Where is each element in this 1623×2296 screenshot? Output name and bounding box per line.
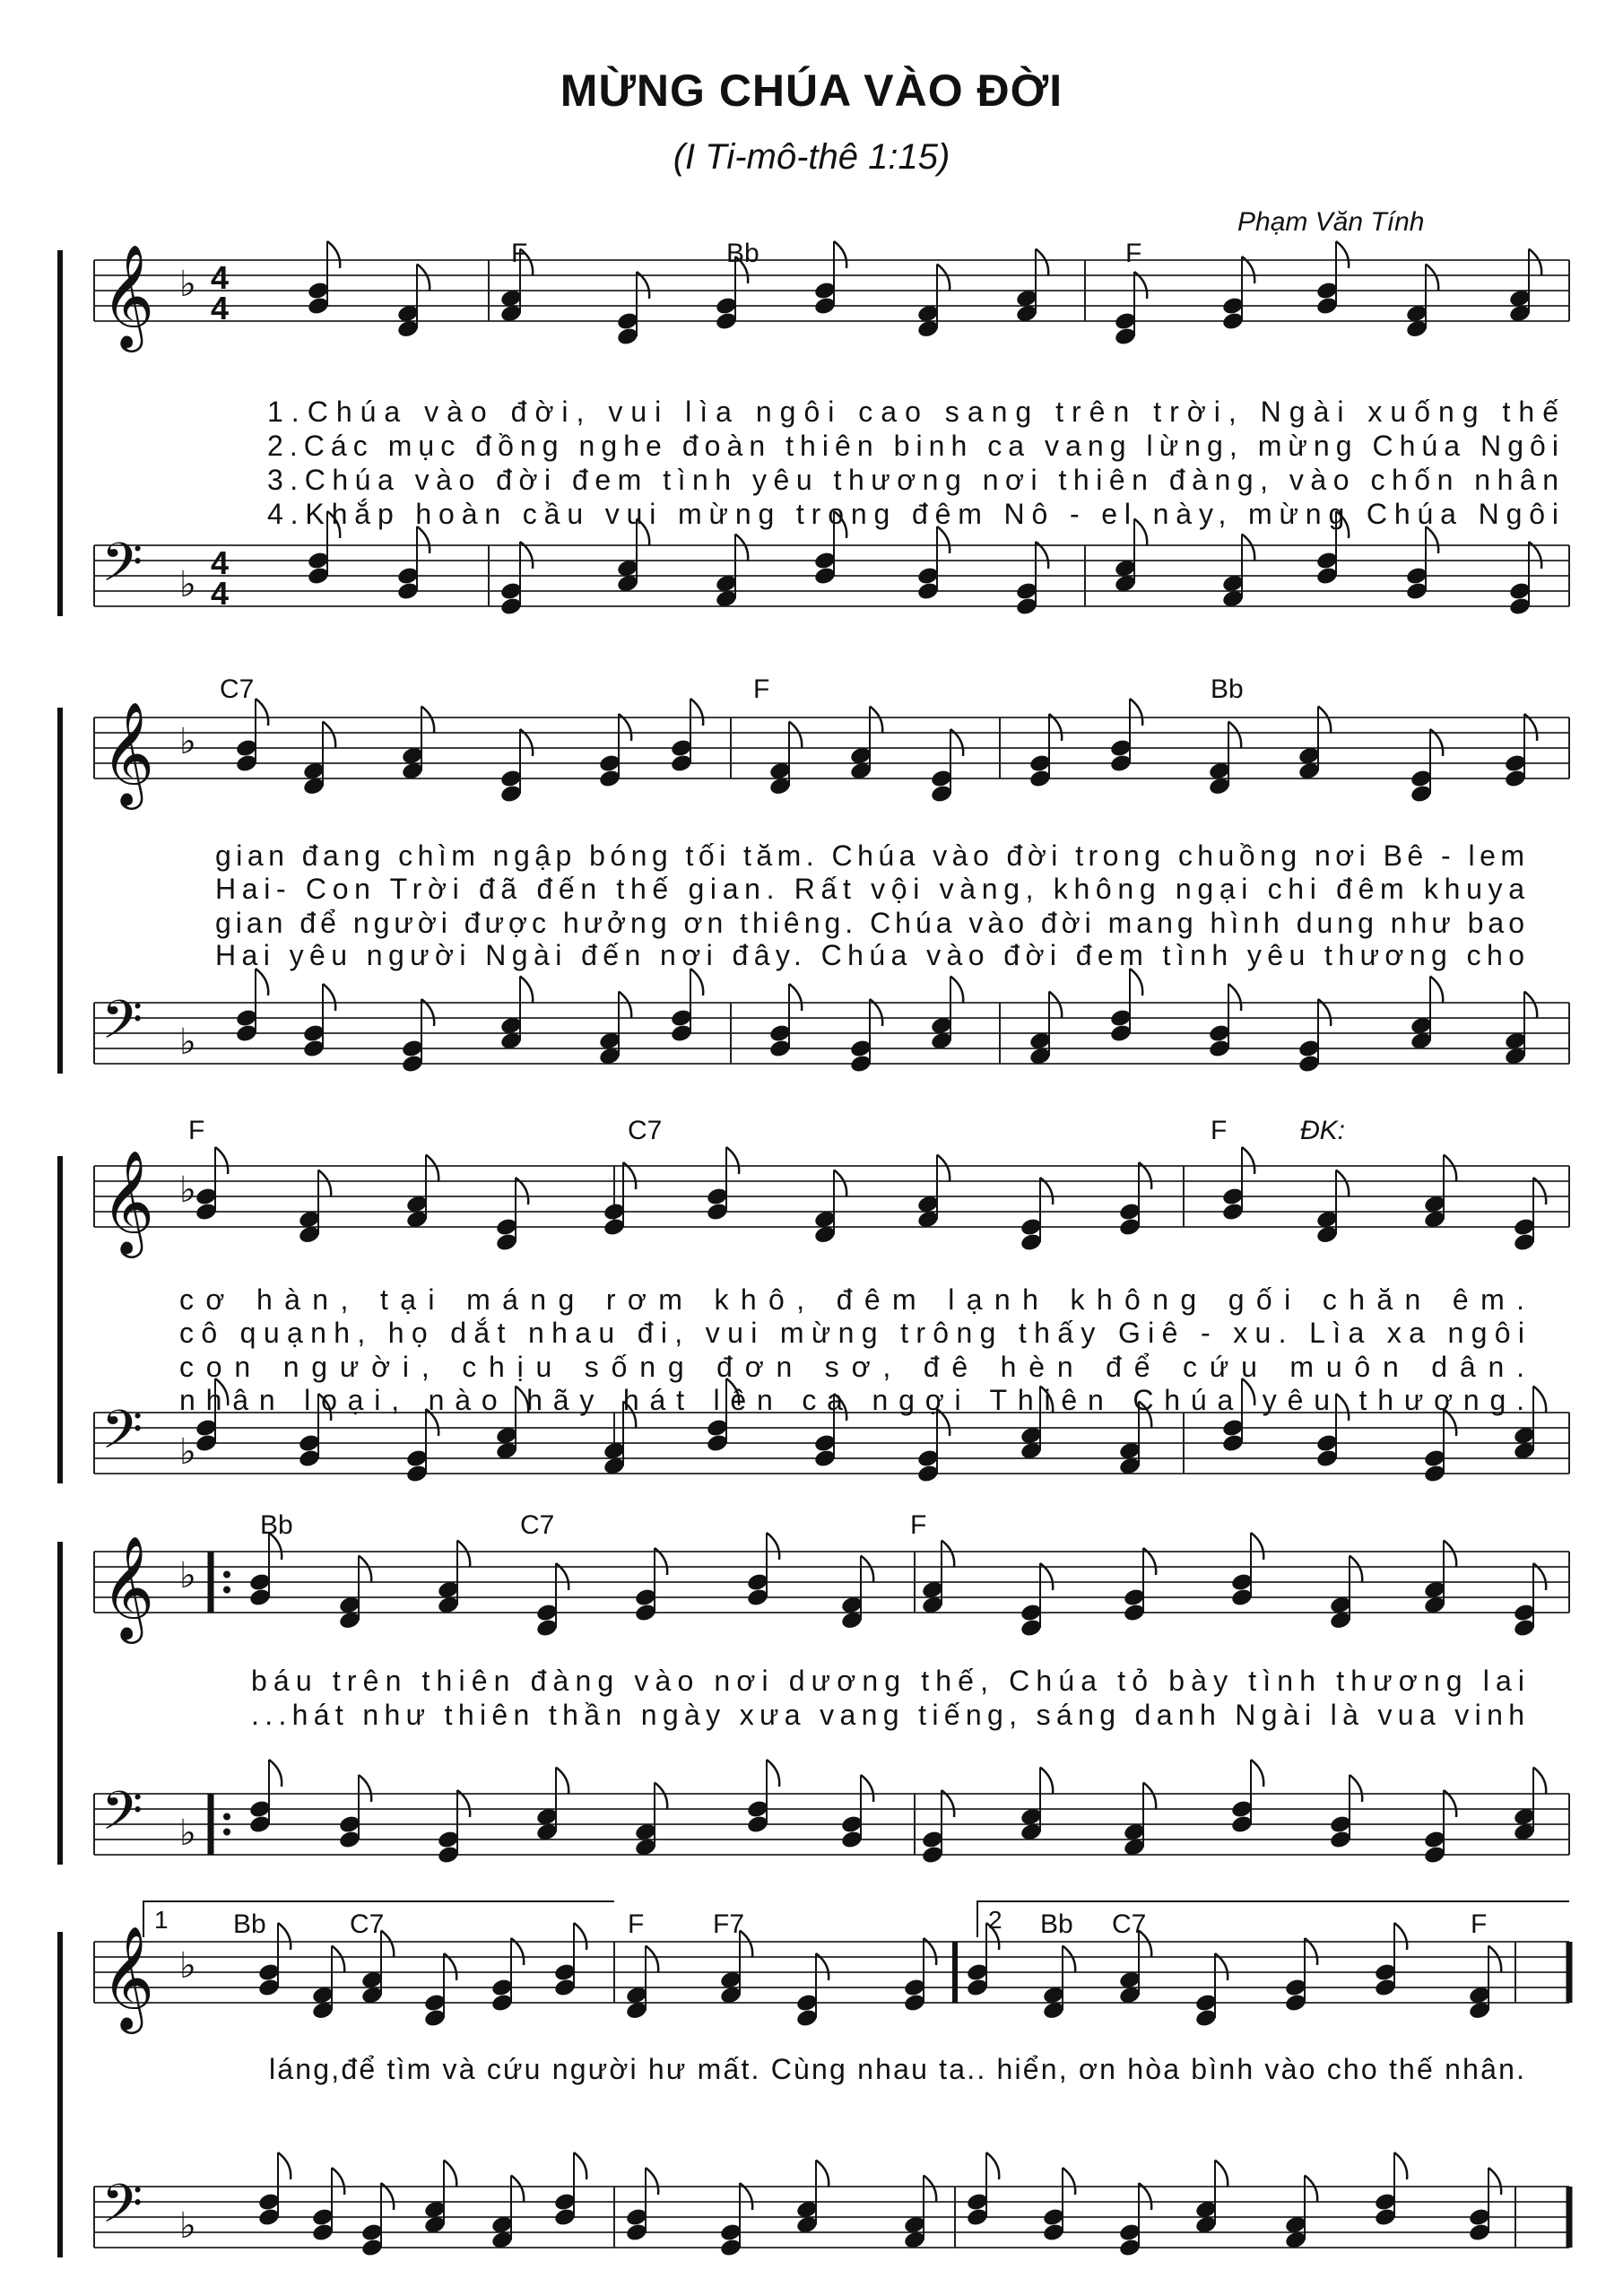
repeat-dot: [223, 1829, 230, 1836]
note-flag: [950, 977, 963, 1004]
note-flag: [359, 1775, 371, 1802]
chord-symbol: C7: [520, 1510, 555, 1540]
song-title: MỪNG CHÚA VÀO ĐỜI: [560, 65, 1063, 116]
bass-staff: [94, 2152, 1569, 2257]
lyric-line: Hai- Con Trời đã đến thế gian. Rất vội vàng, không ngại chi đêm khuya: [215, 873, 1524, 905]
note-flag: [646, 2168, 658, 2195]
song-subtitle: (I Ti-mô-thê 1:15): [673, 137, 950, 177]
note-flag: [1143, 1783, 1156, 1810]
repeat-dot: [223, 1813, 230, 1821]
note-flag: [417, 526, 430, 553]
note-flag: [1533, 1768, 1546, 1795]
note-flag: [937, 1155, 950, 1182]
treble-clef-icon: 𝄞: [101, 246, 155, 346]
note-flag: [1049, 992, 1062, 1019]
note-flag: [1444, 1541, 1456, 1568]
chord-symbol: Bb: [233, 1909, 266, 1939]
score-systems: [60, 239, 1569, 2257]
note-flag: [1488, 1946, 1501, 1973]
treble-clef-icon: 𝄞: [101, 1537, 155, 1638]
note-flag: [511, 2176, 524, 2203]
chord-symbol: F: [511, 239, 528, 268]
note-flag: [690, 699, 703, 726]
system-4: [60, 1510, 1569, 1865]
system-bracket: [60, 253, 63, 613]
note-flag: [870, 707, 882, 734]
note-flag: [655, 1783, 667, 1810]
flat-icon: ♭: [179, 2206, 196, 2246]
flat-icon: ♭: [179, 1946, 196, 1986]
chord-symbol: C7: [220, 674, 255, 704]
note-flag: [278, 1923, 291, 1950]
note-flag: [1305, 2176, 1317, 2203]
note-flag: [318, 1170, 331, 1197]
lyric-line: nhân loại, nào hãy hát lên ca ngợi Thiên Chúa yêu thương.: [179, 1384, 1525, 1416]
note-flag: [417, 265, 430, 291]
note-flag: [327, 241, 340, 268]
treble-staff: [94, 1923, 1569, 2034]
system-bracket: [60, 1935, 63, 2255]
note-flag: [1336, 241, 1349, 268]
bass-clef-icon: 𝄢: [101, 1401, 143, 1473]
note-flag: [1318, 707, 1331, 734]
note-flag: [323, 984, 335, 1011]
lyric-line: cô quạnh, họ dắt nhau đi, vui mừng trông thấy Giê - xu. Lìa xa ngôi: [179, 1317, 1524, 1349]
chord-symbol: F: [188, 1116, 205, 1145]
note-flag: [1336, 1170, 1349, 1197]
lyric-line: gian để người được hưởng ơn thiêng. Chúa vào đời mang hình dung như bao: [215, 907, 1524, 939]
note-flag: [332, 2168, 344, 2195]
bass-staff: [94, 969, 1569, 1074]
chord-symbol: Bb: [726, 239, 759, 268]
treble-staff: [94, 241, 1569, 352]
flat-icon: ♭: [179, 1556, 196, 1596]
treble-clef-icon: 𝄞: [101, 703, 155, 804]
note-flag: [1242, 1147, 1254, 1174]
flat-icon: ♭: [179, 1170, 196, 1210]
system-bracket: [60, 1544, 63, 1862]
note-flag: [1215, 2161, 1228, 2187]
note-flag: [256, 699, 268, 726]
note-flag: [1251, 1533, 1263, 1560]
lyric-line: 1.Chúa vào đời, vui lìa ngôi cao sang trên trời, Ngài xuống thế: [267, 396, 1558, 428]
flat-icon: ♭: [179, 1813, 196, 1853]
note-flag: [269, 1760, 282, 1787]
note-flag: [767, 1533, 779, 1560]
lyric-line: Hai yêu người Ngài đến nơi đây. Chúa vào đời đem tình yêu thương cho: [215, 939, 1524, 971]
bass-clef-icon: 𝄢: [101, 2175, 143, 2247]
bass-staff: [94, 1760, 1569, 1865]
note-flag: [937, 526, 950, 553]
note-flag: [1228, 722, 1241, 749]
note-flag: [834, 1170, 846, 1197]
lyric-line: 3.Chúa vào đời đem tình yêu thương nơi thiên đàng, vào chốn nhân: [267, 464, 1559, 496]
note-flag: [986, 2152, 999, 2179]
chord-symbol: C7: [350, 1909, 385, 1939]
chord-symbol: F: [753, 674, 770, 704]
system-2: [60, 674, 1569, 1074]
note-flag: [861, 1556, 873, 1583]
note-flag: [574, 2152, 586, 2179]
lyric-line: ...hát như thiên thần ngày xưa vang tiếng, sáng danh Ngài là vua vinh: [251, 1699, 1524, 1731]
note-flag: [1430, 977, 1443, 1004]
note-flag: [942, 1541, 954, 1568]
note-flag: [1251, 1760, 1263, 1787]
note-flag: [690, 969, 703, 996]
chord-symbol: F: [1471, 1909, 1488, 1939]
note-flag: [359, 1556, 371, 1583]
flat-icon: ♭: [179, 722, 196, 761]
note-flag: [1036, 249, 1048, 276]
note-flag: [574, 1923, 586, 1950]
note-flag: [1426, 265, 1438, 291]
note-flag: [1040, 1768, 1053, 1795]
note-flag: [1394, 1923, 1407, 1950]
system-bracket: [60, 710, 63, 1071]
note-flag: [1228, 984, 1241, 1011]
chord-symbol: F: [628, 1909, 645, 1939]
chord-symbol: Bb: [1040, 1909, 1073, 1939]
note-flag: [767, 1760, 779, 1787]
note-flag: [1063, 2168, 1075, 2195]
bass-clef-icon: 𝄢: [101, 534, 143, 605]
chord-symbol: F: [910, 1510, 927, 1540]
note-flag: [924, 2176, 936, 2203]
note-flag: [1529, 249, 1541, 276]
treble-staff: [94, 1533, 1569, 1644]
note-flag: [1350, 1775, 1362, 1802]
volta-label: 1: [154, 1906, 169, 1934]
bass-clef-icon: 𝄢: [101, 1782, 143, 1854]
note-flag: [1130, 699, 1142, 726]
refrain-label: ĐK:: [1300, 1116, 1346, 1145]
system-1: [60, 239, 1569, 616]
lyric-line: 2.Các mục đồng nghe đoàn thiên binh ca vang lừng, mừng Chúa Ngôi: [267, 430, 1558, 462]
note-flag: [520, 977, 533, 1004]
chord-symbol: F7: [713, 1909, 745, 1939]
note-flag: [1350, 1556, 1362, 1583]
note-flag: [278, 2152, 291, 2179]
note-flag: [1444, 1155, 1456, 1182]
chord-symbol: C7: [1112, 1909, 1147, 1939]
note-flag: [444, 2161, 456, 2187]
note-flag: [834, 241, 846, 268]
note-flag: [1063, 1946, 1075, 1973]
note-flag: [457, 1541, 470, 1568]
chord-symbol: Bb: [260, 1510, 293, 1540]
flat-icon: ♭: [179, 565, 196, 604]
flat-icon: ♭: [179, 1022, 196, 1062]
bass-clef-icon: 𝄢: [101, 991, 143, 1063]
lyric-line: 4.Khắp hoàn cầu vui mừng trong đêm Nô - el này, mừng Chúa Ngôi: [267, 498, 1559, 530]
chord-symbol: Bb: [1211, 674, 1244, 704]
treble-staff: [94, 1147, 1569, 1258]
system-5: [60, 1901, 1569, 2257]
volta-label: 2: [988, 1906, 1002, 1934]
chord-symbol: F: [1211, 1116, 1228, 1145]
note-flag: [861, 1775, 873, 1802]
note-flag: [421, 707, 434, 734]
composer-name: Phạm Văn Tính: [1237, 207, 1425, 237]
lyric-line: gian đang chìm ngập bóng tối tăm. Chúa vào đời trong chuồng nơi Bê - lem: [215, 839, 1525, 872]
system-3: [60, 1116, 1569, 1483]
note-flag: [1242, 535, 1254, 561]
lyric-line: con người, chịu sống đơn sơ, đê hèn để cứu muôn dân.: [179, 1351, 1524, 1383]
chord-symbol: F: [1125, 239, 1142, 268]
note-flag: [323, 722, 335, 749]
note-flag: [1394, 2152, 1407, 2179]
system-bracket: [60, 1159, 63, 1481]
note-flag: [789, 984, 802, 1011]
flat-icon: ♭: [179, 1432, 196, 1472]
note-flag: [937, 265, 950, 291]
note-flag: [735, 535, 748, 561]
note-flag: [556, 1768, 568, 1795]
time-signature: 4: [211, 544, 230, 581]
note-flag: [619, 992, 631, 1019]
note-flag: [1130, 969, 1142, 996]
note-flag: [646, 1946, 658, 1973]
note-flag: [426, 1155, 438, 1182]
note-flag: [1488, 2168, 1501, 2195]
flat-icon: ♭: [179, 265, 196, 304]
note-flag: [256, 969, 268, 996]
note-flag: [789, 722, 802, 749]
note-flag: [1533, 1387, 1546, 1413]
chord-symbol: C7: [628, 1116, 663, 1145]
lyric-line: báu trên thiên đàng vào nơi dương thế, Chúa tỏ bày tình thương lai: [251, 1665, 1525, 1697]
note-flag: [332, 1946, 344, 1973]
repeat-dot: [223, 1571, 230, 1578]
treble-clef-icon: 𝄞: [101, 1152, 155, 1252]
time-signature: 4: [211, 259, 230, 296]
note-flag: [1426, 526, 1438, 553]
time-signature: 4: [211, 575, 230, 612]
note-flag: [1524, 992, 1537, 1019]
note-flag: [816, 2161, 829, 2187]
time-signature: 4: [211, 290, 230, 326]
lyric-line: láng,để tìm và cứu người hư mất. Cùng nhau ta.. hiển, ơn hòa bình vào cho thế nhân.: [269, 2053, 1524, 2085]
repeat-dot: [223, 1587, 230, 1594]
treble-staff: [94, 699, 1569, 810]
lyric-line: cơ hàn, tại máng rơm khô, đêm lạnh không gối chăn êm.: [179, 1283, 1525, 1316]
treble-clef-icon: 𝄞: [101, 1927, 155, 2028]
note-flag: [726, 1147, 739, 1174]
note-flag: [215, 1147, 228, 1174]
